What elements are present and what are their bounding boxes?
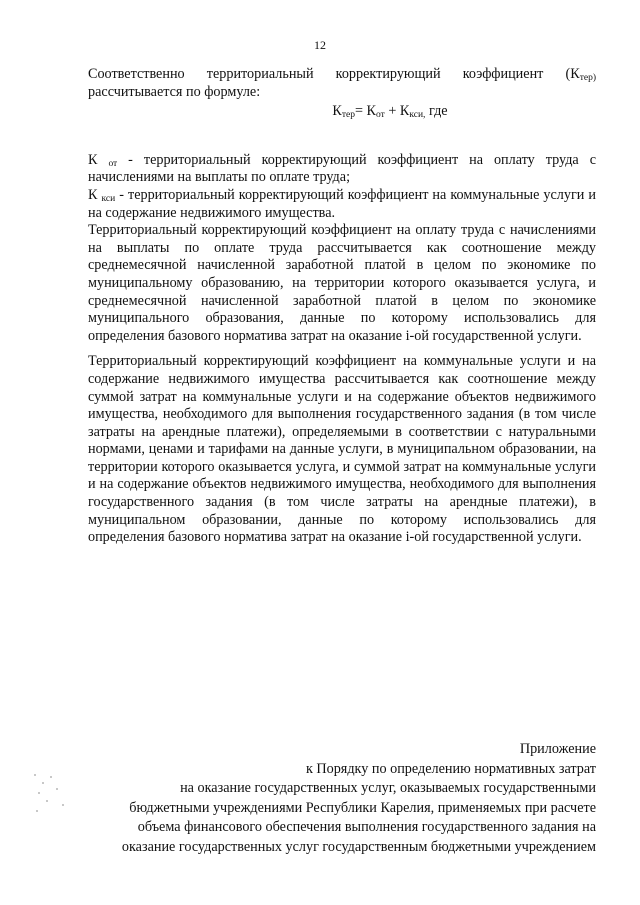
intro-rest: рассчитывается по формуле: [88,83,261,100]
definition-k-ot [88,152,596,187]
annex-title: Приложение [519,741,596,757]
def-text-k-ksi: - территориальный корректирующий коэффициент на коммунальные услуги и на содержание недвижимого имущества. [88,186,597,221]
formula-sub-ter: тер [341,110,355,121]
k-ter-subscript: тер) [579,73,596,83]
annex-heading [90,740,596,857]
scan-artifact [32,770,72,820]
annex-line-2: к Порядку по определению нормативных затрат [305,760,596,777]
formula-k-ter: К [332,103,342,120]
annex-line-3: на оказание государственных услуг, оказываемых государственными [180,780,596,796]
formula-sub-ot: от [376,110,385,121]
def-symbol-k-ksi: К [88,186,98,203]
annex-line-5: объема финансового обеспечения выполнения государственного задания на [137,819,596,835]
paragraph-labor-coefficient [88,222,596,345]
document-body [88,66,596,547]
paragraph-intro [88,66,596,101]
def-sub-ksi: кси [101,193,116,204]
annex-line-4: бюджетными учреждениями Республики Карелия, применяемых при расчете [129,799,596,816]
formula-tail: где [425,103,448,120]
def-symbol-k-ot: К [88,151,98,168]
formula [88,103,596,121]
formula-plus: + К [384,103,410,120]
paragraph-utilities-coefficient [88,353,596,547]
intro-text: Соответственно территориальный корректирующий коэффициент (К [88,66,580,82]
def-text-k-ot: - территориальный корректирующий коэффициент на оплату труда с начислениями на выплаты по оплате труда; [88,151,596,186]
definition-k-ksi [88,187,596,222]
page-number: 12 [314,38,326,52]
utilities-coefficient-text: Территориальный корректирующий коэффициент на коммунальные услуги и на содержание недвижимого имущества рассчитывается как соотношение между суммой затрат на коммунальные услуги и на содержание объектов недвижимого имущества, необходимого для выполнения государственного задания (в том числе затраты на арендные платежи), определяемыми в соответствии с натуральными нормами, ценами и тарифами на данные услуги, в муниципальном образовании, на территории которого оказывается услуга, и суммой затрат на коммунальные услуги и на содержание объектов недвижимого имущества, необходимого для выполнения государственного задания (в том числе затраты на арендные платежи), в муниципальном образовании, данные по которому использовались для определения базового норматива затрат на оказание i-ой государственной услуги. [88,353,596,546]
formula-equals: = К [354,103,376,120]
annex-line-6: оказание государственных услуг государственным бюджетными учреждением [121,838,596,855]
formula-sub-ksi: кси, [409,110,426,121]
def-sub-ot: от [108,158,118,169]
labor-coefficient-text: Территориальный корректирующий коэффициент на оплату труда с начислениями на выплаты по оплате труда рассчитывается как соотношение между среднемесячной начисленной заработной платой в целом по экономике по муниципальному образованию, на территории которого оказывается услуга, и среднемесячной начисленной заработной платой в целом по экономике муниципального образования, данные по которому использовались для определения базового норматива затрат на оказание i-ой государственной услуги. [88,222,596,344]
